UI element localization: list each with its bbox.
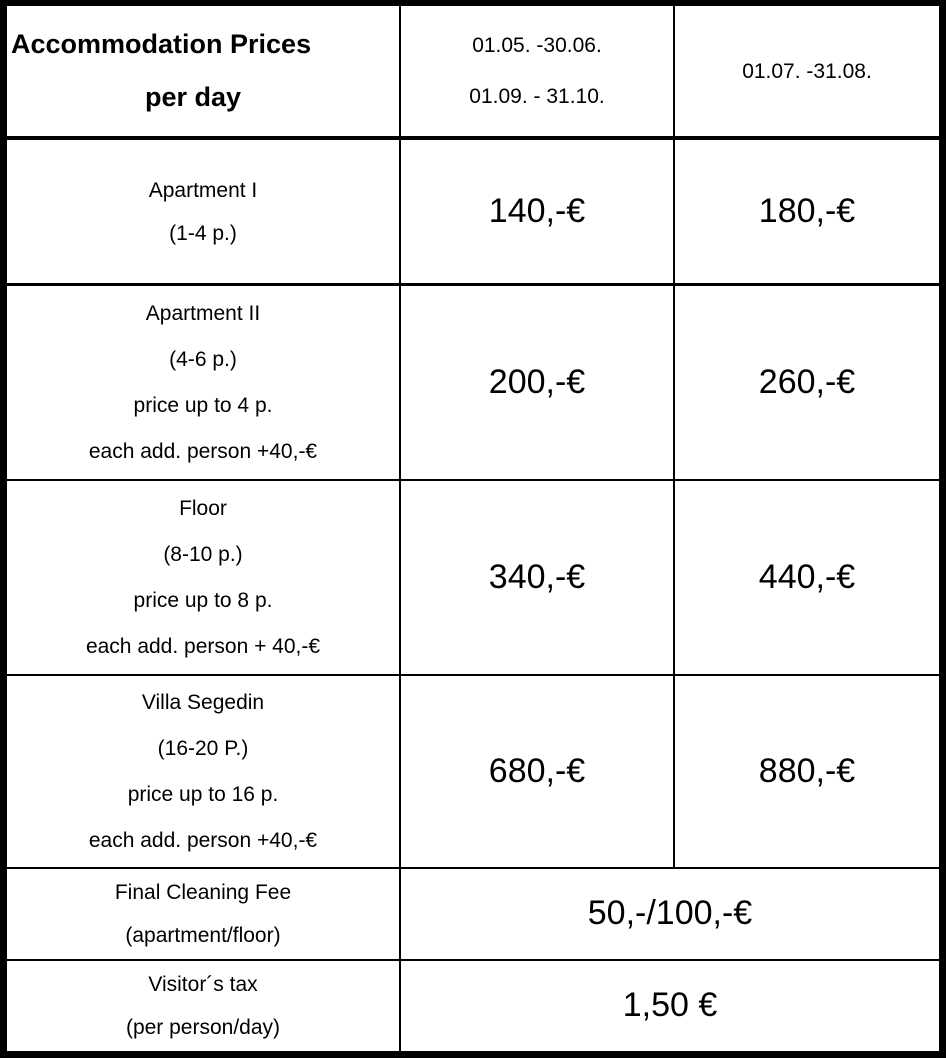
label-line: price up to 16 p. bbox=[127, 782, 279, 806]
label-line: (1-4 p.) bbox=[169, 221, 237, 245]
title-line-1: Accommodation Prices bbox=[11, 29, 312, 60]
price-apartment-1-low: 140,-€ bbox=[400, 138, 674, 284]
season-low-period-2: 01.09. - 31.10. bbox=[469, 85, 605, 109]
row-label-apartment-1 bbox=[7, 138, 400, 284]
table-row bbox=[7, 960, 939, 1051]
label-line: (16-20 P.) bbox=[157, 736, 249, 760]
season-low-period-1: 01.05. -30.06. bbox=[472, 34, 602, 58]
row-label-final-cleaning-fee bbox=[7, 868, 400, 960]
label-line: Apartment I bbox=[148, 178, 258, 202]
label-line: each add. person +40,-€ bbox=[88, 439, 318, 463]
price-villa-segedin-low: 680,-€ bbox=[400, 675, 674, 867]
row-label-floor bbox=[7, 480, 400, 675]
column-header-season-high bbox=[674, 6, 939, 138]
table-row bbox=[7, 285, 939, 480]
table-row bbox=[7, 868, 939, 960]
label-line: Apartment II bbox=[145, 301, 261, 325]
page-title bbox=[7, 6, 400, 138]
price-apartment-2-high: 260,-€ bbox=[674, 285, 939, 480]
label-line: (4-6 p.) bbox=[169, 347, 237, 371]
row-label-villa-segedin bbox=[7, 675, 400, 867]
price-table bbox=[7, 6, 939, 1051]
table-row bbox=[7, 480, 939, 675]
label-line: price up to 4 p. bbox=[133, 393, 273, 417]
label-line: price up to 8 p. bbox=[133, 589, 273, 613]
label-line: (apartment/floor) bbox=[125, 923, 281, 947]
label-line: Visitor´s tax bbox=[148, 972, 258, 996]
price-final-cleaning-fee: 50,-/100,-€ bbox=[400, 868, 939, 960]
label-line: Villa Segedin bbox=[141, 690, 265, 714]
price-visitors-tax: 1,50 € bbox=[622, 986, 718, 1025]
column-header-season-low bbox=[400, 6, 674, 138]
table-row bbox=[7, 138, 939, 284]
label-line: (8-10 p.) bbox=[163, 543, 243, 567]
price-apartment-1-high: 180,-€ bbox=[674, 138, 939, 284]
row-label-visitors-tax bbox=[7, 960, 400, 1051]
price-floor-high: 440,-€ bbox=[674, 480, 939, 675]
season-high-period-1: 01.07. -31.08. bbox=[742, 59, 872, 83]
label-line: (per person/day) bbox=[125, 1015, 281, 1039]
price-apartment-2-low: 200,-€ bbox=[400, 285, 674, 480]
label-line: Final Cleaning Fee bbox=[114, 880, 292, 904]
table-header-row bbox=[7, 6, 939, 138]
row-label-apartment-2 bbox=[7, 285, 400, 480]
price-floor-low: 340,-€ bbox=[400, 480, 674, 675]
label-line: each add. person + 40,-€ bbox=[85, 635, 321, 659]
price-villa-segedin-high: 880,-€ bbox=[674, 675, 939, 867]
table-row bbox=[7, 675, 939, 867]
label-line: Floor bbox=[179, 497, 227, 521]
label-line: each add. person +40,-€ bbox=[88, 828, 318, 852]
title-line-2: per day bbox=[144, 82, 242, 113]
